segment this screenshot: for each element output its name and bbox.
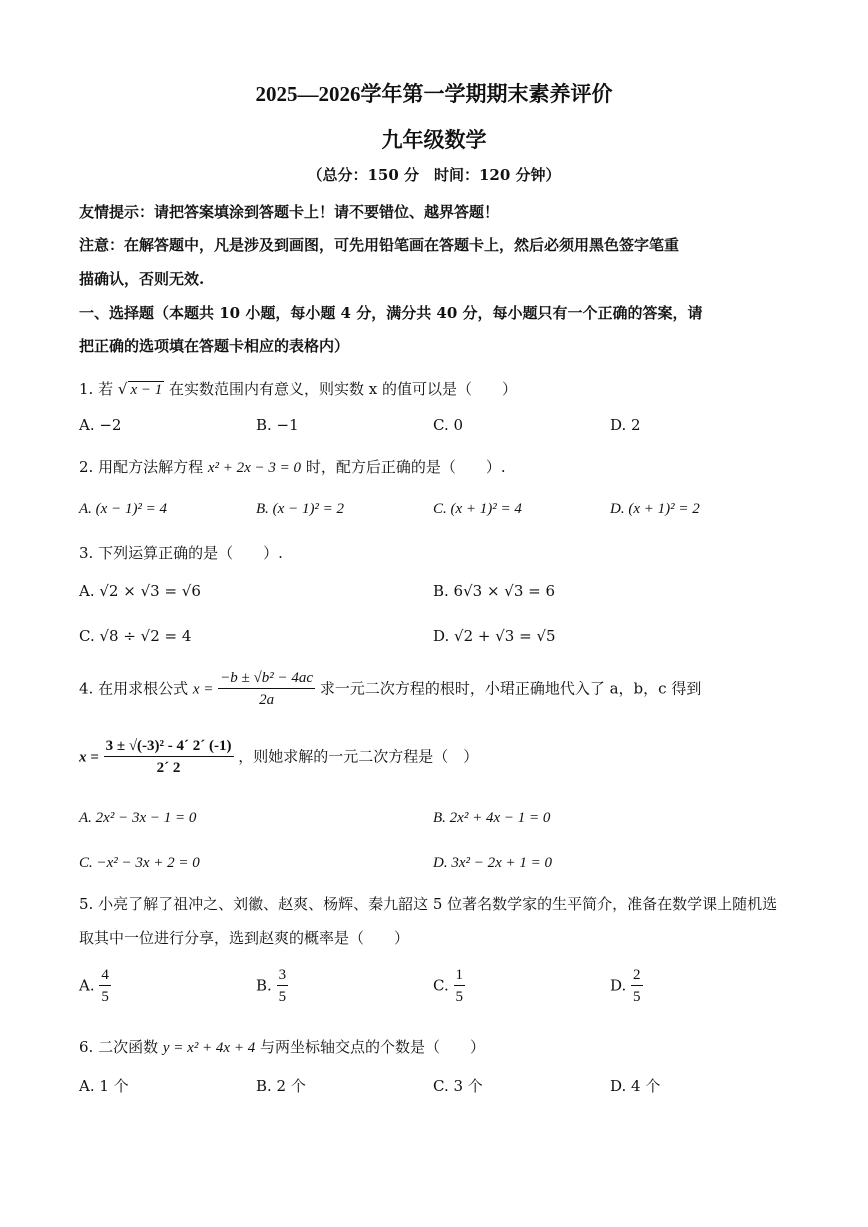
q4-option-a: A. 2x² − 3x − 1 = 0: [79, 810, 197, 826]
q2-option-a: A. (x − 1)² = 4: [79, 501, 168, 517]
fraction-numerator: 3: [277, 965, 289, 986]
q1-option-c: C. 0: [433, 416, 464, 434]
question-4: [79, 668, 701, 711]
notice-line-1: 注意：在解答题中，凡是涉及到画图，可先用铅笔画在答题卡上，然后必须用黑色签字笔重: [79, 236, 680, 254]
fraction-denominator: 5: [633, 989, 641, 1005]
notice-line-2: 描确认，否则无效.: [79, 270, 205, 288]
q3-option-c: C. √8 ÷ √2 = 4: [79, 627, 192, 645]
q1-radicand: x − 1: [130, 382, 163, 398]
q1-option-d: D. 2: [610, 416, 641, 434]
q2-prefix: 2. 用配方法解方程: [79, 458, 204, 476]
quadratic-formula-denominator: 2a: [259, 692, 275, 708]
q5-option-a: [79, 965, 111, 1008]
section-heading-line-2: 把正确的选项填在答题卡相应的表格内）: [79, 337, 350, 355]
q1-suffix: 在实数范围内有意义，则实数 x 的值可以是（ ）: [169, 380, 517, 398]
fraction: [99, 965, 111, 1008]
q1-prefix: 1. 若: [79, 380, 114, 398]
fraction-numerator: 4: [99, 965, 111, 986]
fraction: [631, 965, 643, 1008]
q6-prefix: 6. 二次函数: [79, 1038, 159, 1056]
q6-option-c: C. 3 个: [433, 1077, 483, 1095]
sqrt-icon: √: [117, 380, 128, 398]
q4-formula-lhs: x =: [192, 681, 214, 698]
q5-option-c-label: C.: [433, 976, 449, 995]
q2-option-b: B. (x − 1)² = 2: [256, 501, 345, 517]
q4-prefix: 4. 在用求根公式: [79, 679, 189, 698]
substituted-formula: [104, 736, 234, 779]
exam-title: 2025—2026学年第一学期期末素养评价: [255, 82, 613, 106]
q6-option-b: B. 2 个: [256, 1077, 306, 1095]
fraction-denominator: 5: [101, 989, 109, 1005]
friendly-tip: 友情提示：请把答案填涂到答题卡上！请不要错位、越界答题！: [79, 203, 500, 221]
question-2: [79, 456, 506, 477]
fraction: [454, 965, 466, 1008]
q4-suffix: 求一元二次方程的根时，小珺正确地代入了 a，b，c 得到: [319, 679, 702, 698]
question-5-line-1: 5. 小亮了解了祖冲之、刘徽、赵爽、杨辉、秦九韶这 5 位著名数学家的生平简介，准备在数学课上随机选: [79, 895, 778, 913]
exam-subject: 九年级数学: [381, 128, 487, 152]
question-1: [79, 378, 517, 399]
fraction-numerator: 2: [631, 965, 643, 986]
q3-option-b: B. 6√3 × √3 = 6: [433, 582, 556, 600]
q6-option-d: D. 4 个: [610, 1077, 661, 1095]
q1-option-b: B. −1: [256, 416, 299, 434]
fraction-denominator: 5: [455, 989, 463, 1005]
q3-option-a: A. √2 × √3 = √6: [79, 582, 201, 600]
q4-option-b: B. 2x² + 4x − 1 = 0: [433, 810, 551, 826]
q2-suffix: 时，配方后正确的是（ ）.: [305, 458, 506, 476]
q5-option-b-label: B.: [256, 976, 272, 995]
q6-suffix: 与两坐标轴交点的个数是（ ）: [260, 1038, 486, 1056]
q5-option-d-label: D.: [610, 976, 627, 995]
question-3: 3. 下列运算正确的是（ ）.: [79, 544, 283, 562]
substituted-denominator: 2´ 2: [156, 760, 181, 776]
question-4-substitution: [79, 736, 478, 779]
q6-equation: y = x² + 4x + 4: [162, 1040, 256, 1056]
q5-option-a-label: A.: [79, 976, 95, 995]
q5-option-b: [256, 965, 288, 1008]
fraction: [277, 965, 289, 1008]
q4-sub-suffix: ，则她求解的一元二次方程是（ ）: [238, 747, 479, 766]
q3-option-d: D. √2 + √3 = √5: [433, 627, 556, 645]
quadratic-formula-numerator: −b ± √b² − 4ac: [218, 668, 315, 689]
q6-option-a: A. 1 个: [79, 1077, 129, 1095]
exam-meta: （总分：150 分 时间：120 分钟）: [307, 166, 561, 184]
question-5-line-2: 取其中一位进行分享，选到赵爽的概率是（ ）: [79, 929, 410, 947]
q5-option-d: [610, 965, 643, 1008]
q4-sub-lhs: x =: [79, 749, 99, 766]
q4-option-d: D. 3x² − 2x + 1 = 0: [433, 855, 553, 871]
question-6: [79, 1036, 485, 1057]
q2-option-d: D. (x + 1)² = 2: [610, 501, 700, 517]
q5-option-c: [433, 965, 465, 1008]
section-heading-line-1: 一、选择题（本题共 10 小题，每小题 4 分，满分共 40 分，每小题只有一个正确的答案，请: [79, 304, 703, 322]
q2-option-c: C. (x + 1)² = 4: [433, 501, 522, 517]
quadratic-formula: [218, 668, 315, 711]
fraction-numerator: 1: [454, 965, 466, 986]
q4-option-c: C. −x² − 3x + 2 = 0: [79, 855, 200, 871]
q2-equation: x² + 2x − 3 = 0: [207, 460, 302, 476]
substituted-numerator: 3 ± √(-3)² - 4´ 2´ (-1): [104, 736, 234, 757]
fraction-denominator: 5: [278, 989, 287, 1005]
q1-option-a: A. −2: [79, 416, 122, 434]
